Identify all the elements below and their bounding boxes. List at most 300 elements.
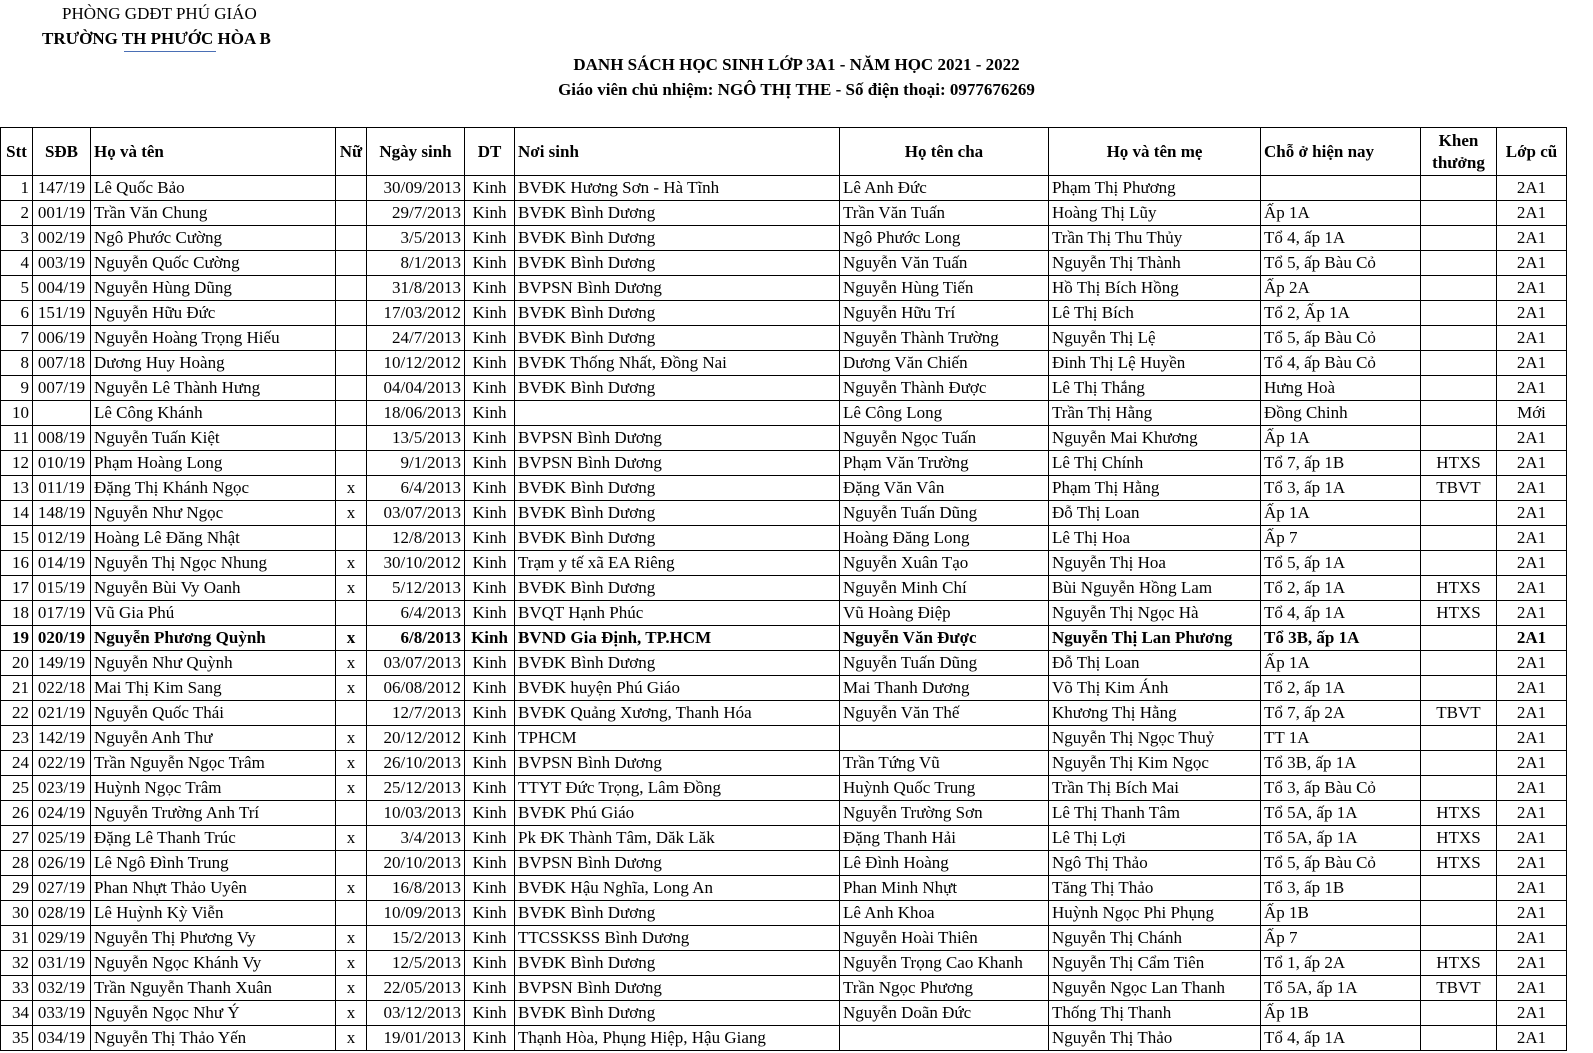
table-row — [1, 551, 1567, 576]
cell-mother-name: Ngô Thị Thảo — [1049, 851, 1261, 876]
cell-sdb: 007/19 — [33, 376, 91, 401]
cell-ethnicity: Kinh — [465, 1026, 515, 1051]
cell-full-name: Nguyễn Như Quỳnh — [91, 651, 336, 676]
cell-birth-date: 25/12/2013 — [367, 776, 465, 801]
cell-father-name: Nguyễn Ngọc Tuấn — [840, 426, 1049, 451]
table-row — [1, 401, 1567, 426]
cell-birth-date: 10/03/2013 — [367, 801, 465, 826]
cell-stt: 9 — [1, 376, 33, 401]
table-row — [1, 701, 1567, 726]
cell-stt: 26 — [1, 801, 33, 826]
cell-ethnicity: Kinh — [465, 501, 515, 526]
cell-full-name: Nguyễn Hữu Đức — [91, 301, 336, 326]
cell-full-name: Hoàng Lê Đăng Nhật — [91, 526, 336, 551]
cell-birth-date: 30/10/2012 — [367, 551, 465, 576]
cell-female — [336, 326, 367, 351]
table-row — [1, 501, 1567, 526]
cell-father-name: Nguyễn Văn Tuấn — [840, 251, 1049, 276]
cell-sdb: 014/19 — [33, 551, 91, 576]
column-header-stt: Stt — [1, 128, 33, 176]
cell-previous-class: 2A1 — [1497, 926, 1567, 951]
cell-current-address: Tổ 3, ấp 1B — [1261, 876, 1421, 901]
cell-ethnicity: Kinh — [465, 951, 515, 976]
cell-previous-class: 2A1 — [1497, 226, 1567, 251]
cell-mother-name: Trần Thị Hằng — [1049, 401, 1261, 426]
cell-ethnicity: Kinh — [465, 851, 515, 876]
cell-sdb: 001/19 — [33, 201, 91, 226]
column-header-sdb: SĐB — [33, 128, 91, 176]
table-row — [1, 476, 1567, 501]
cell-female — [336, 451, 367, 476]
table-row — [1, 376, 1567, 401]
cell-sdb: 033/19 — [33, 1001, 91, 1026]
cell-sdb: 026/19 — [33, 851, 91, 876]
cell-ethnicity: Kinh — [465, 726, 515, 751]
cell-father-name: Lê Công Long — [840, 401, 1049, 426]
cell-sdb — [33, 401, 91, 426]
cell-birth-date: 12/8/2013 — [367, 526, 465, 551]
cell-sdb: 006/19 — [33, 326, 91, 351]
cell-birth-date: 12/7/2013 — [367, 701, 465, 726]
cell-mother-name: Nguyễn Thị Ngọc Thuỷ — [1049, 726, 1261, 751]
cell-sdb: 003/19 — [33, 251, 91, 276]
cell-birth-place: TTCSSKSS Bình Dương — [515, 926, 840, 951]
cell-award: HTXS — [1421, 801, 1497, 826]
cell-sdb: 015/19 — [33, 576, 91, 601]
cell-ethnicity: Kinh — [465, 576, 515, 601]
cell-stt: 23 — [1, 726, 33, 751]
cell-full-name: Nguyễn Hoàng Trọng Hiếu — [91, 326, 336, 351]
cell-full-name: Vũ Gia Phú — [91, 601, 336, 626]
cell-sdb: 022/19 — [33, 751, 91, 776]
cell-full-name: Nguyễn Hùng Dũng — [91, 276, 336, 301]
table-row — [1, 176, 1567, 201]
table-row — [1, 451, 1567, 476]
cell-mother-name: Lê Thị Thanh Tâm — [1049, 801, 1261, 826]
cell-birth-date: 3/5/2013 — [367, 226, 465, 251]
cell-current-address: Ấp 7 — [1261, 926, 1421, 951]
cell-sdb: 025/19 — [33, 826, 91, 851]
cell-current-address: Tổ 7, ấp 2A — [1261, 701, 1421, 726]
cell-award — [1421, 751, 1497, 776]
cell-full-name: Nguyễn Trường Anh Trí — [91, 801, 336, 826]
cell-ethnicity: Kinh — [465, 601, 515, 626]
cell-current-address: Tổ 4, ấp 1A — [1261, 1026, 1421, 1051]
cell-mother-name: Bùi Nguyễn Hồng Lam — [1049, 576, 1261, 601]
cell-previous-class: 2A1 — [1497, 176, 1567, 201]
cell-previous-class: 2A1 — [1497, 451, 1567, 476]
cell-ethnicity: Kinh — [465, 451, 515, 476]
cell-female: x — [336, 776, 367, 801]
cell-birth-date: 8/1/2013 — [367, 251, 465, 276]
cell-mother-name: Nguyễn Thị Thảo — [1049, 1026, 1261, 1051]
cell-father-name: Hoàng Đăng Long — [840, 526, 1049, 551]
cell-father-name: Dương Văn Chiến — [840, 351, 1049, 376]
cell-father-name: Trần Tứng Vũ — [840, 751, 1049, 776]
cell-father-name: Huỳnh Quốc Trung — [840, 776, 1049, 801]
cell-birth-place: Trạm y tế xã EA Riêng — [515, 551, 840, 576]
cell-female: x — [336, 576, 367, 601]
cell-sdb: 031/19 — [33, 951, 91, 976]
cell-mother-name: Khương Thị Hằng — [1049, 701, 1261, 726]
table-row — [1, 201, 1567, 226]
cell-father-name: Nguyễn Minh Chí — [840, 576, 1049, 601]
cell-birth-place: BVĐK huyện Phú Giáo — [515, 676, 840, 701]
cell-father-name: Nguyễn Doãn Đức — [840, 1001, 1049, 1026]
table-header-row — [1, 128, 1567, 176]
cell-female: x — [336, 501, 367, 526]
table-row — [1, 951, 1567, 976]
cell-female: x — [336, 551, 367, 576]
cell-award — [1421, 1026, 1497, 1051]
cell-stt: 25 — [1, 776, 33, 801]
table-row — [1, 526, 1567, 551]
cell-sdb: 028/19 — [33, 901, 91, 926]
cell-ethnicity: Kinh — [465, 351, 515, 376]
cell-stt: 35 — [1, 1026, 33, 1051]
cell-award — [1421, 1001, 1497, 1026]
table-row — [1, 351, 1567, 376]
cell-award — [1421, 201, 1497, 226]
cell-birth-date: 6/4/2013 — [367, 476, 465, 501]
cell-birth-place: BVĐK Hương Sơn - Hà Tĩnh — [515, 176, 840, 201]
cell-mother-name: Nguyễn Thị Chánh — [1049, 926, 1261, 951]
column-header-current-address: Chỗ ở hiện nay — [1261, 128, 1421, 176]
cell-birth-place — [515, 401, 840, 426]
table-row — [1, 226, 1567, 251]
cell-stt: 13 — [1, 476, 33, 501]
cell-birth-date: 16/8/2013 — [367, 876, 465, 901]
cell-full-name: Nguyễn Quốc Thái — [91, 701, 336, 726]
cell-father-name: Ngô Phước Long — [840, 226, 1049, 251]
cell-birth-place: BVĐK Phú Giáo — [515, 801, 840, 826]
column-header-female: Nữ — [336, 128, 367, 176]
cell-father-name: Nguyễn Thành Được — [840, 376, 1049, 401]
cell-stt: 8 — [1, 351, 33, 376]
cell-current-address: TT 1A — [1261, 726, 1421, 751]
cell-stt: 28 — [1, 851, 33, 876]
cell-full-name: Trần Nguyễn Thanh Xuân — [91, 976, 336, 1001]
table-row — [1, 676, 1567, 701]
cell-father-name: Nguyễn Tuấn Dũng — [840, 651, 1049, 676]
cell-current-address: Ấp 1B — [1261, 1001, 1421, 1026]
cell-birth-date: 22/05/2013 — [367, 976, 465, 1001]
cell-current-address: Tổ 5, ấp Bàu Cỏ — [1261, 851, 1421, 876]
cell-current-address: Tổ 4, ấp Bàu Cỏ — [1261, 351, 1421, 376]
table-row — [1, 801, 1567, 826]
cell-current-address: Tổ 5, ấp Bàu Cỏ — [1261, 251, 1421, 276]
cell-current-address: Tổ 4, ấp 1A — [1261, 226, 1421, 251]
cell-mother-name: Nguyễn Thị Kim Ngọc — [1049, 751, 1261, 776]
cell-full-name: Lê Ngô Đình Trung — [91, 851, 336, 876]
cell-mother-name: Võ Thị Kim Ánh — [1049, 676, 1261, 701]
cell-female: x — [336, 751, 367, 776]
cell-birth-place: BVĐK Bình Dương — [515, 576, 840, 601]
cell-full-name: Nguyễn Anh Thư — [91, 726, 336, 751]
cell-current-address: Tổ 3B, ấp 1A — [1261, 751, 1421, 776]
cell-sdb: 023/19 — [33, 776, 91, 801]
cell-sdb: 020/19 — [33, 626, 91, 651]
cell-birth-place: BVĐK Thống Nhất, Đồng Nai — [515, 351, 840, 376]
cell-father-name: Nguyễn Hùng Tiến — [840, 276, 1049, 301]
cell-mother-name: Lê Thị Lợi — [1049, 826, 1261, 851]
cell-full-name: Đặng Lê Thanh Trúc — [91, 826, 336, 851]
cell-current-address: Tổ 5A, ấp 1A — [1261, 976, 1421, 1001]
cell-birth-place: BVĐK Bình Dương — [515, 501, 840, 526]
cell-current-address: Ấp 1A — [1261, 426, 1421, 451]
cell-sdb: 029/19 — [33, 926, 91, 951]
cell-award: TBVT — [1421, 976, 1497, 1001]
table-row — [1, 926, 1567, 951]
cell-father-name: Đặng Văn Vân — [840, 476, 1049, 501]
cell-current-address: Ấp 1A — [1261, 501, 1421, 526]
cell-birth-date: 15/2/2013 — [367, 926, 465, 951]
cell-ethnicity: Kinh — [465, 551, 515, 576]
cell-birth-date: 20/12/2012 — [367, 726, 465, 751]
cell-birth-date: 06/08/2012 — [367, 676, 465, 701]
cell-female: x — [336, 926, 367, 951]
cell-birth-date: 9/1/2013 — [367, 451, 465, 476]
cell-current-address: Ấp 2A — [1261, 276, 1421, 301]
cell-birth-date: 10/12/2012 — [367, 351, 465, 376]
cell-current-address: Tổ 5A, ấp 1A — [1261, 826, 1421, 851]
cell-mother-name: Lê Thị Thắng — [1049, 376, 1261, 401]
cell-ethnicity: Kinh — [465, 876, 515, 901]
cell-birth-place: BVĐK Bình Dương — [515, 376, 840, 401]
cell-father-name: Nguyễn Thành Trường — [840, 326, 1049, 351]
cell-previous-class: Mới — [1497, 401, 1567, 426]
cell-previous-class: 2A1 — [1497, 201, 1567, 226]
cell-female — [336, 301, 367, 326]
cell-ethnicity: Kinh — [465, 276, 515, 301]
cell-stt: 10 — [1, 401, 33, 426]
cell-birth-place: BVPSN Bình Dương — [515, 451, 840, 476]
cell-full-name: Nguyễn Bùi Vy Oanh — [91, 576, 336, 601]
cell-stt: 6 — [1, 301, 33, 326]
cell-female — [336, 351, 367, 376]
cell-female: x — [336, 876, 367, 901]
cell-birth-place: BVĐK Bình Dương — [515, 301, 840, 326]
cell-stt: 20 — [1, 651, 33, 676]
cell-award: HTXS — [1421, 576, 1497, 601]
cell-current-address: Tổ 4, ấp 1A — [1261, 601, 1421, 626]
cell-birth-place: Thạnh Hòa, Phụng Hiệp, Hậu Giang — [515, 1026, 840, 1051]
cell-father-name: Phan Minh Nhựt — [840, 876, 1049, 901]
cell-mother-name: Đinh Thị Lệ Huyền — [1049, 351, 1261, 376]
cell-birth-place: BVĐK Bình Dương — [515, 251, 840, 276]
cell-sdb: 148/19 — [33, 501, 91, 526]
cell-ethnicity: Kinh — [465, 201, 515, 226]
cell-previous-class: 2A1 — [1497, 476, 1567, 501]
cell-female — [336, 701, 367, 726]
cell-female: x — [336, 826, 367, 851]
table-row — [1, 576, 1567, 601]
cell-previous-class: 2A1 — [1497, 1026, 1567, 1051]
cell-birth-place: BVĐK Quảng Xương, Thanh Hóa — [515, 701, 840, 726]
cell-award — [1421, 926, 1497, 951]
cell-current-address: Tổ 5, ấp 1A — [1261, 551, 1421, 576]
cell-female — [336, 226, 367, 251]
cell-mother-name: Đỗ Thị Loan — [1049, 651, 1261, 676]
cell-previous-class: 2A1 — [1497, 1001, 1567, 1026]
document-title: DANH SÁCH HỌC SINH LỚP 3A1 - NĂM HỌC 2021 - 2022 — [573, 55, 1020, 74]
cell-stt: 4 — [1, 251, 33, 276]
cell-ethnicity: Kinh — [465, 976, 515, 1001]
cell-current-address: Tổ 3, ấp Bàu Cỏ — [1261, 776, 1421, 801]
cell-ethnicity: Kinh — [465, 176, 515, 201]
cell-birth-place: BVĐK Bình Dương — [515, 226, 840, 251]
cell-birth-place: Pk ĐK Thành Tâm, Dăk Lăk — [515, 826, 840, 851]
cell-stt: 3 — [1, 226, 33, 251]
cell-mother-name: Thống Thị Thanh — [1049, 1001, 1261, 1026]
column-header-birth-date: Ngày sinh — [367, 128, 465, 176]
cell-father-name: Nguyễn Trọng Cao Khanh — [840, 951, 1049, 976]
teacher-info: Giáo viên chủ nhiệm: NGÔ THỊ THE - Số điện thoại: 0977676269 — [558, 80, 1035, 99]
cell-female — [336, 251, 367, 276]
cell-birth-place: BVĐK Bình Dương — [515, 951, 840, 976]
cell-previous-class: 2A1 — [1497, 701, 1567, 726]
cell-full-name: Dương Huy Hoàng — [91, 351, 336, 376]
cell-female — [336, 376, 367, 401]
cell-birth-place: BVĐK Bình Dương — [515, 476, 840, 501]
department-name: PHÒNG GDĐT PHÚ GIÁO — [62, 4, 257, 23]
cell-ethnicity: Kinh — [465, 301, 515, 326]
cell-stt: 14 — [1, 501, 33, 526]
cell-father-name: Mai Thanh Dương — [840, 676, 1049, 701]
cell-female: x — [336, 651, 367, 676]
cell-full-name: Nguyễn Quốc Cường — [91, 251, 336, 276]
cell-father-name: Nguyễn Tuấn Dũng — [840, 501, 1049, 526]
cell-stt: 1 — [1, 176, 33, 201]
cell-birth-place: BVPSN Bình Dương — [515, 276, 840, 301]
cell-current-address: Hưng Hoà — [1261, 376, 1421, 401]
cell-award — [1421, 426, 1497, 451]
cell-full-name: Mai Thị Kim Sang — [91, 676, 336, 701]
cell-previous-class: 2A1 — [1497, 351, 1567, 376]
cell-mother-name: Tăng Thị Thảo — [1049, 876, 1261, 901]
cell-birth-date: 20/10/2013 — [367, 851, 465, 876]
cell-female: x — [336, 676, 367, 701]
cell-birth-place: BVĐK Bình Dương — [515, 1001, 840, 1026]
cell-previous-class: 2A1 — [1497, 301, 1567, 326]
cell-stt: 34 — [1, 1001, 33, 1026]
cell-current-address: Tổ 2, Ấp 1A — [1261, 301, 1421, 326]
cell-female: x — [336, 1026, 367, 1051]
cell-female — [336, 176, 367, 201]
cell-ethnicity: Kinh — [465, 701, 515, 726]
cell-female: x — [336, 476, 367, 501]
table-row — [1, 1001, 1567, 1026]
cell-father-name: Trần Văn Tuấn — [840, 201, 1049, 226]
cell-full-name: Trần Nguyễn Ngọc Trâm — [91, 751, 336, 776]
cell-sdb: 002/19 — [33, 226, 91, 251]
cell-birth-date: 13/5/2013 — [367, 426, 465, 451]
cell-award — [1421, 776, 1497, 801]
cell-mother-name: Nguyễn Thị Hoa — [1049, 551, 1261, 576]
cell-award — [1421, 376, 1497, 401]
cell-female — [336, 426, 367, 451]
cell-ethnicity: Kinh — [465, 801, 515, 826]
cell-birth-date: 03/07/2013 — [367, 651, 465, 676]
cell-award — [1421, 226, 1497, 251]
cell-father-name: Nguyễn Xuân Tạo — [840, 551, 1049, 576]
column-header-ethnicity: DT — [465, 128, 515, 176]
cell-stt: 33 — [1, 976, 33, 1001]
cell-previous-class: 2A1 — [1497, 426, 1567, 451]
cell-current-address: Ấp 1B — [1261, 901, 1421, 926]
cell-award — [1421, 326, 1497, 351]
column-header-birth-place: Nơi sinh — [515, 128, 840, 176]
cell-birth-place: TTYT Đức Trọng, Lâm Đồng — [515, 776, 840, 801]
cell-award — [1421, 676, 1497, 701]
cell-female: x — [336, 951, 367, 976]
cell-ethnicity: Kinh — [465, 626, 515, 651]
cell-award — [1421, 901, 1497, 926]
cell-mother-name: Nguyễn Mai Khương — [1049, 426, 1261, 451]
table-row — [1, 851, 1567, 876]
cell-birth-date: 26/10/2013 — [367, 751, 465, 776]
cell-previous-class: 2A1 — [1497, 326, 1567, 351]
cell-birth-place: BVPSN Bình Dương — [515, 426, 840, 451]
column-header-full-name: Họ và tên — [91, 128, 336, 176]
cell-birth-place: BVĐK Bình Dương — [515, 201, 840, 226]
cell-full-name: Nguyễn Phương Quỳnh — [91, 626, 336, 651]
cell-birth-date: 29/7/2013 — [367, 201, 465, 226]
cell-birth-place: BVĐK Hậu Nghĩa, Long An — [515, 876, 840, 901]
cell-previous-class: 2A1 — [1497, 751, 1567, 776]
cell-current-address: Tổ 5, ấp Bàu Cỏ — [1261, 326, 1421, 351]
cell-mother-name: Lê Thị Chính — [1049, 451, 1261, 476]
cell-stt: 19 — [1, 626, 33, 651]
cell-birth-date: 3/4/2013 — [367, 826, 465, 851]
table-row — [1, 1026, 1567, 1051]
cell-previous-class: 2A1 — [1497, 551, 1567, 576]
table-row — [1, 751, 1567, 776]
cell-birth-date: 24/7/2013 — [367, 326, 465, 351]
cell-birth-place: BVPSN Bình Dương — [515, 976, 840, 1001]
cell-sdb: 021/19 — [33, 701, 91, 726]
cell-birth-place: BVPSN Bình Dương — [515, 851, 840, 876]
cell-full-name: Nguyễn Lê Thành Hưng — [91, 376, 336, 401]
cell-award — [1421, 276, 1497, 301]
cell-birth-date: 03/07/2013 — [367, 501, 465, 526]
cell-current-address: Tổ 5A, ấp 1A — [1261, 801, 1421, 826]
cell-stt: 11 — [1, 426, 33, 451]
table-row — [1, 326, 1567, 351]
cell-current-address — [1261, 176, 1421, 201]
cell-previous-class: 2A1 — [1497, 801, 1567, 826]
cell-award — [1421, 501, 1497, 526]
cell-mother-name: Đỗ Thị Loan — [1049, 501, 1261, 526]
table-row — [1, 776, 1567, 801]
cell-birth-place: BVĐK Bình Dương — [515, 651, 840, 676]
table-row — [1, 301, 1567, 326]
cell-award — [1421, 351, 1497, 376]
cell-female — [336, 801, 367, 826]
cell-ethnicity: Kinh — [465, 676, 515, 701]
cell-previous-class: 2A1 — [1497, 776, 1567, 801]
cell-stt: 18 — [1, 601, 33, 626]
cell-female: x — [336, 1001, 367, 1026]
cell-father-name: Đặng Thanh Hải — [840, 826, 1049, 851]
cell-sdb: 004/19 — [33, 276, 91, 301]
cell-father-name: Lê Đình Hoàng — [840, 851, 1049, 876]
cell-female — [336, 526, 367, 551]
student-list-table — [0, 127, 1567, 1051]
cell-previous-class: 2A1 — [1497, 826, 1567, 851]
cell-previous-class: 2A1 — [1497, 851, 1567, 876]
cell-sdb: 142/19 — [33, 726, 91, 751]
